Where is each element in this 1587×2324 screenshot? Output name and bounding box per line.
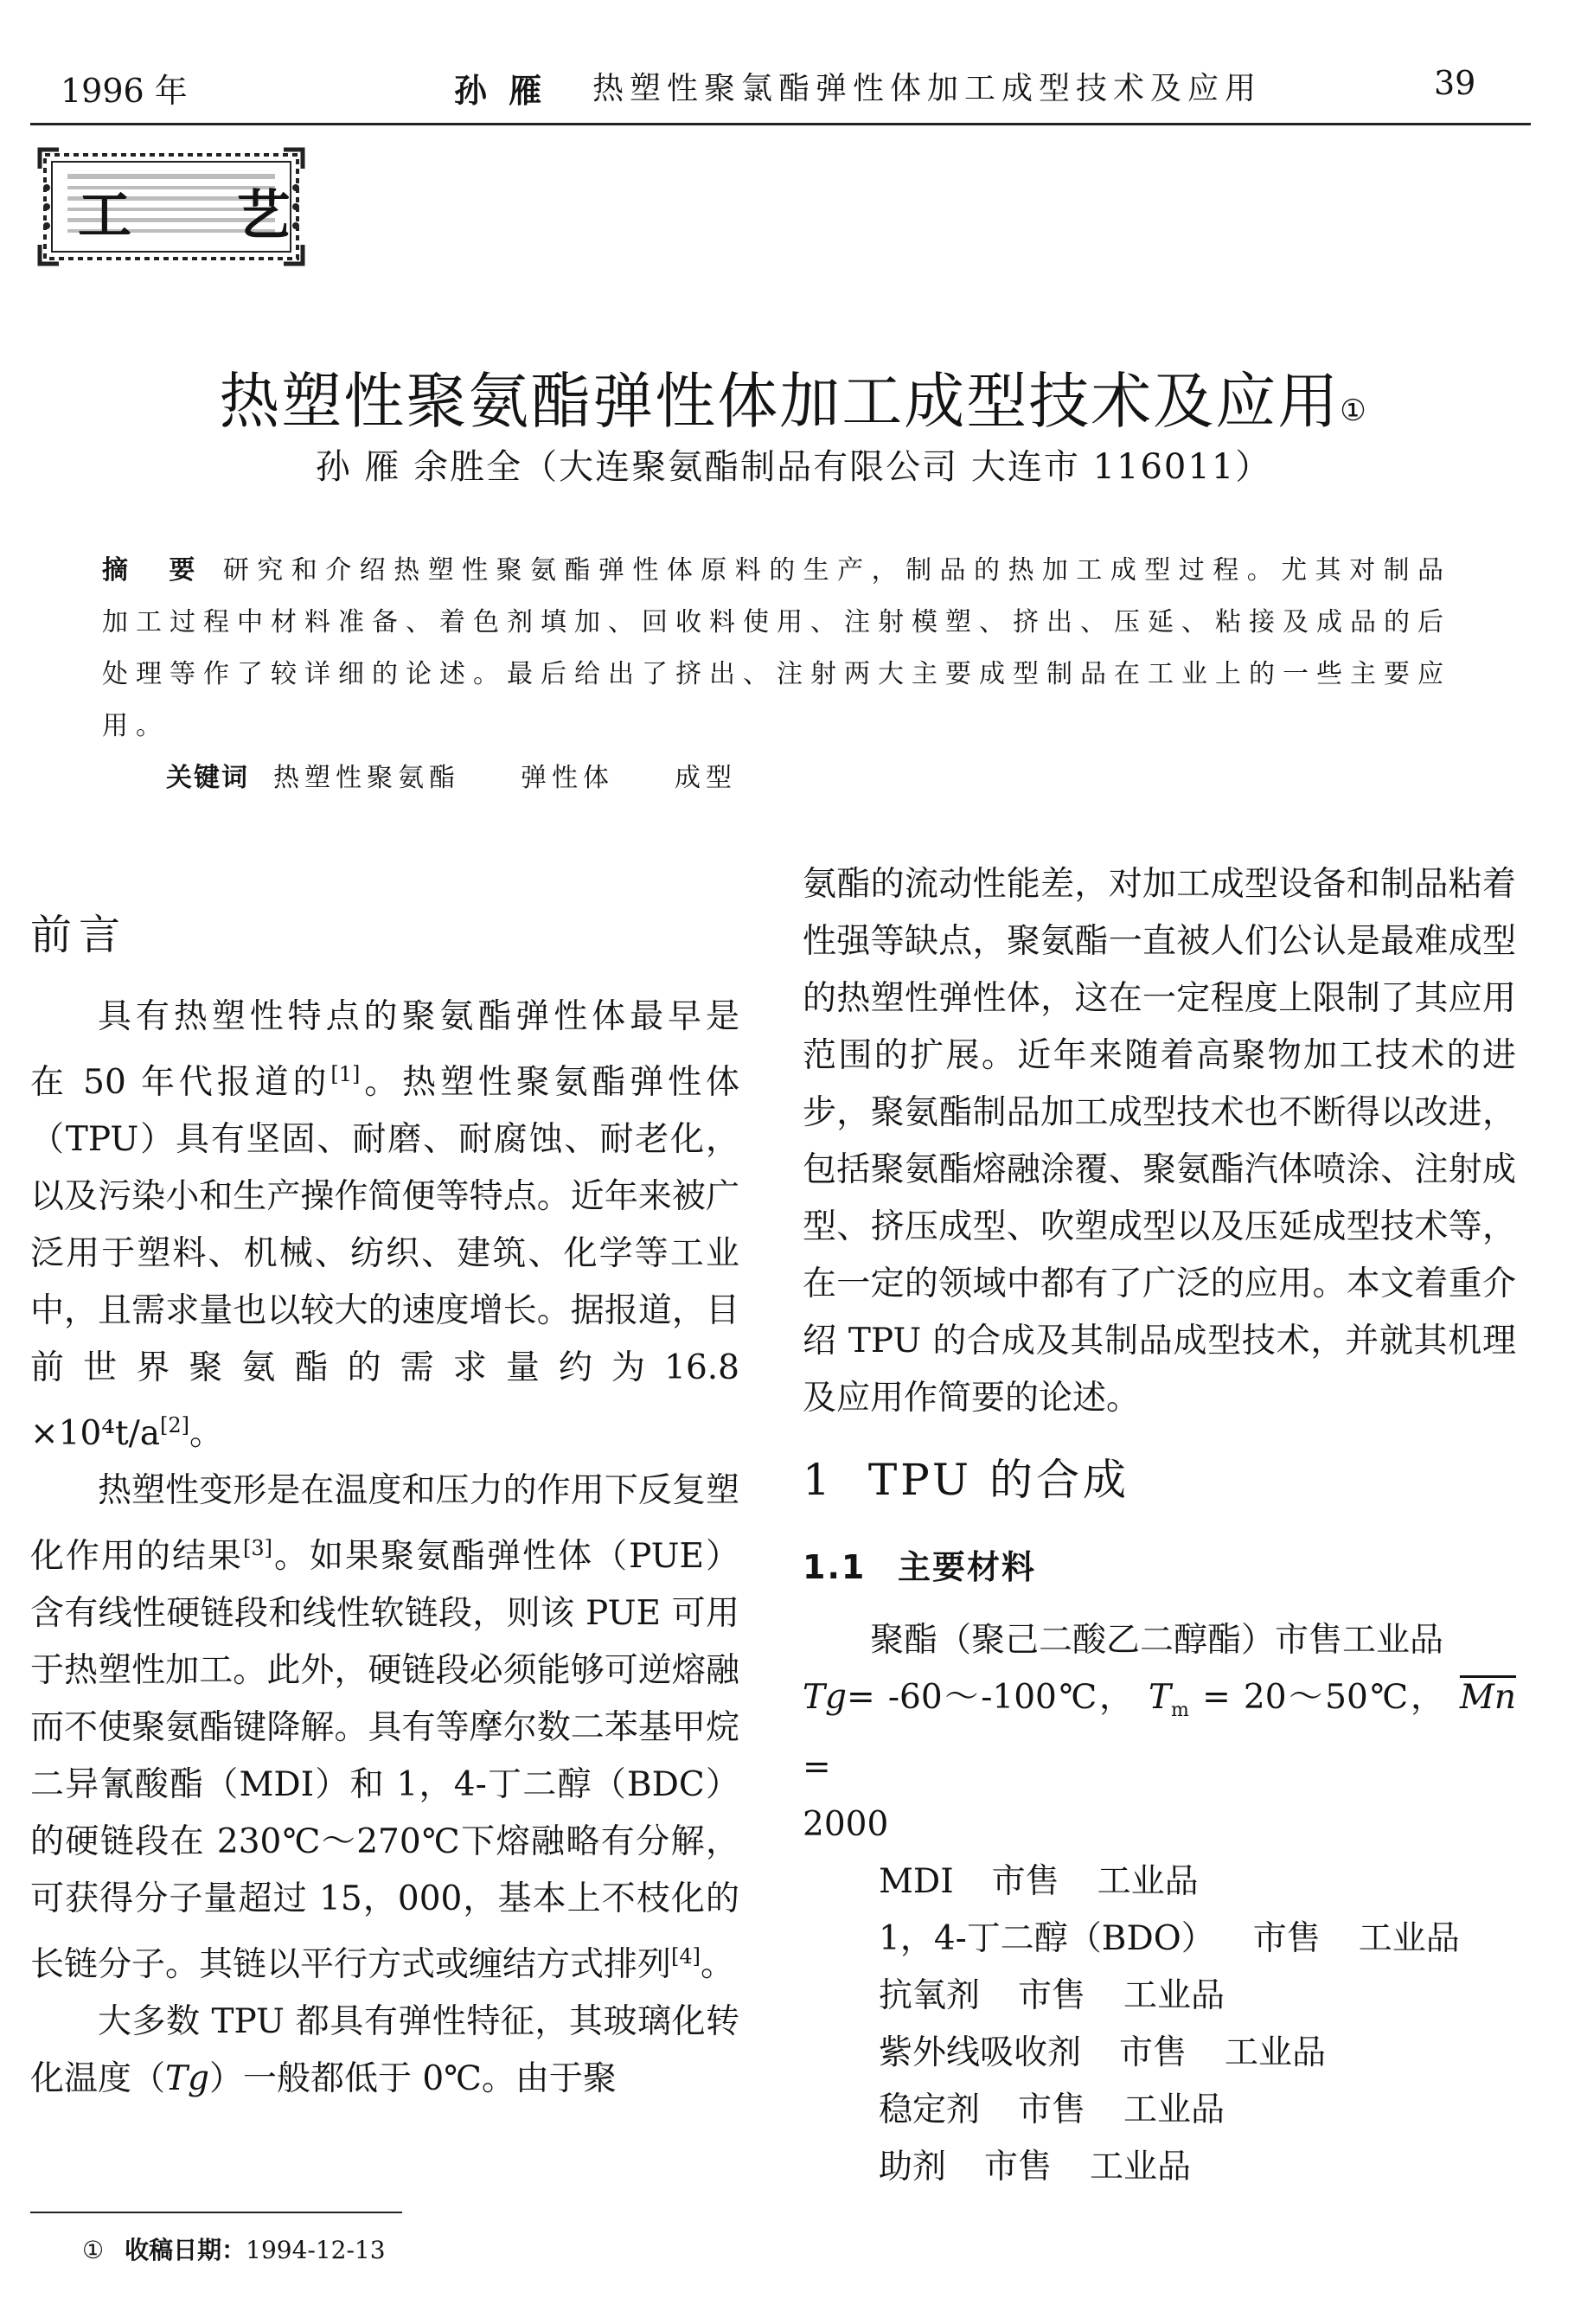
article-title-text: 热塑性聚氨酯弹性体加工成型技术及应用	[219, 366, 1341, 437]
text-run: ）一般都低于 0℃。由于聚	[209, 2059, 617, 2098]
keyword: 成型	[675, 763, 737, 793]
abstract-text: 研究和介绍热塑性聚氨酯弹性体原料的生产，制品的热加工成型过程。尤其对制品加工过程中材料准备、着色剂填加、回收料使用、注射模塑、挤出、压延、粘接及成品的后处理等作了较详细的论述。最后给出了挤出、注射两大主要成型制品在工业上的一些主要应用。	[102, 555, 1452, 741]
text-run: =	[803, 1747, 831, 1787]
symbol-tm-sub: m	[1171, 1699, 1189, 1721]
subsection-number: 1.1	[803, 1548, 867, 1586]
preface-heading: 前言	[30, 911, 128, 959]
footnote-date: 1994-12-13	[246, 2236, 386, 2264]
symbol-mn: $\overline{Mn}$	[1459, 1678, 1516, 1717]
material-grade: 工业品	[1123, 2090, 1225, 2129]
header-page-number: 39	[1434, 64, 1476, 102]
text-run: （TPU）具有坚固、耐磨、耐腐蚀、耐老化，以及污染小和生产操作简便等特点。近年来被广泛用于塑料、机械、纺织、建筑、化学等工业中，且需求量也以较大的速度增长。据报道，目前世界聚氨酯的需求量约为16.8	[30, 1120, 739, 1387]
keyword: 弹性体	[521, 763, 614, 793]
keywords-label: 关键词	[166, 763, 249, 793]
citation: [3]	[243, 1536, 273, 1560]
section-heading	[803, 1432, 1516, 1527]
right-column	[803, 856, 1516, 2196]
text-run: 具有热塑性特点的聚氨酯弹性体最早是	[98, 997, 739, 1036]
material-source: 市售	[1252, 1918, 1321, 1958]
text-run: 大多数 TPU 都具有弹性特征，其玻璃化转化温度（	[30, 2002, 739, 2098]
text-run: 聚酯（聚己二酸乙二醇酯）市售工业品	[870, 1621, 1444, 1660]
symbol-tg: Tg	[803, 1678, 847, 1717]
section-title: TPU 的合成	[867, 1455, 1129, 1505]
citation: [1]	[330, 1062, 361, 1086]
material-source: 市售	[1018, 2090, 1086, 2129]
paragraph	[30, 1046, 739, 1111]
keyword: 热塑性聚氨酯	[273, 763, 460, 793]
material-item	[803, 1911, 1516, 1968]
material-grade: 工业品	[1358, 1918, 1460, 1958]
text-run: 。	[189, 1414, 224, 1453]
left-column	[30, 989, 739, 2108]
material-name: 稳定剂	[879, 2090, 981, 2129]
subsection-title: 主要材料	[898, 1548, 1037, 1586]
material-grade: 工业品	[1090, 2147, 1192, 2186]
citation: [4]	[671, 1944, 701, 1969]
text-run: ×10⁴t/a	[30, 1414, 161, 1453]
text-run: = -60～-100℃，	[846, 1678, 1136, 1717]
material-item	[803, 1853, 1516, 1911]
material-name: 助剂	[879, 2147, 947, 2186]
paragraph	[30, 1994, 739, 2108]
subsection-heading	[803, 1533, 1516, 1602]
paragraph: 2000	[803, 1804, 889, 1844]
material-grade: 工业品	[1097, 1861, 1199, 1901]
header-author: 孙 雁	[454, 72, 547, 110]
material-name: 抗氧剂	[879, 1975, 981, 2015]
section-badge	[33, 143, 334, 271]
material-grade: 工业品	[1225, 2033, 1327, 2072]
article-title	[0, 353, 1587, 440]
abstract	[102, 545, 1451, 752]
material-name: 1，4-丁二醇（BDO）	[879, 1918, 1215, 1958]
paragraph: 氨酯的流动性能差，对加工成型设备和制品粘着性强等缺点，聚氨酯一直被人们公认是最难成型的热塑性弹性体，这在一定程度上限制了其应用范围的扩展。近年来随着高聚物加工技术的进步，聚氨酯制品加工成型技术也不断得以改进，包括聚氨酯熔融涂覆、聚氨酯汽体喷涂、注射成型、挤压成型、吹塑成型以及压延成型技术等，在一定的领域中都有了广泛的应用。本文着重介绍 TPU 的合成及其制品成型技术，并就其机理及应用作简要的论述。	[803, 865, 1516, 1418]
material-item	[803, 2025, 1516, 2082]
material-source: 市售	[1119, 2033, 1187, 2072]
text-run: 。如果聚氨酯弹性体（PUE）含有线性硬链段和线性软链段，则该 PUE 可用于热塑性加工。此外，硬链段必须能够可逆熔融而不使聚氨酯键降解。具有等摩尔数二苯基甲烷二异氰酸酯（MDI）和 1，4-丁二醇（BDC）的硬链段在 230℃～270℃下熔融略有分解，可获得分子量超过 15，000，基本上不枝化的长链分子。其链以平行方式或缠结方式排列	[30, 1537, 739, 1984]
footnote	[82, 2231, 386, 2266]
text-run: 在 50 年代报道的	[30, 1063, 331, 1102]
material-item	[803, 1968, 1516, 2025]
section-badge-label: 工 艺	[78, 183, 334, 246]
paragraph	[803, 1669, 1516, 1796]
symbol-tm: T	[1149, 1678, 1172, 1717]
header-rule	[30, 123, 1531, 125]
material-item	[803, 2139, 1516, 2196]
material-name: MDI	[879, 1861, 954, 1901]
material-source: 市售	[991, 1861, 1059, 1901]
text-run: 热塑性变形是在温度和压力的作用下反复塑化作用的结果	[30, 1471, 739, 1576]
citation: [2]	[160, 1413, 190, 1437]
footnote-rule	[30, 2212, 402, 2213]
paragraph	[30, 989, 739, 1046]
paragraph	[30, 1397, 739, 1463]
title-footnote-mark: ①	[1340, 394, 1368, 428]
article-authors: 孙 雁 余胜全（大连聚氨酯制品有限公司 大连市 116011）	[315, 447, 1272, 487]
text-run: 。	[701, 1945, 735, 1984]
section-number: 1	[803, 1455, 834, 1505]
text-run: 。热塑性聚氨酯弹性体	[360, 1063, 739, 1102]
footnote-label: 收稿日期：	[125, 2236, 246, 2264]
paragraph	[803, 1612, 1516, 1669]
paragraph	[30, 1111, 739, 1397]
keywords	[166, 756, 797, 794]
abstract-label: 摘 要	[102, 555, 211, 586]
material-item	[803, 2082, 1516, 2139]
material-name: 紫外线吸收剂	[879, 2033, 1082, 2072]
symbol-tg: Tg	[165, 2059, 209, 2098]
material-source: 市售	[984, 2147, 1053, 2186]
material-grade: 工业品	[1123, 1975, 1225, 2015]
material-source: 市售	[1018, 1975, 1086, 2015]
header-year: 1996 年	[61, 72, 188, 110]
header-running-title: 热塑性聚氯酯弹性体加工成型技术及应用	[592, 71, 1263, 106]
text-run: = 20～50℃，	[1202, 1678, 1447, 1717]
paragraph	[30, 1463, 739, 1994]
footnote-mark: ①	[82, 2236, 105, 2264]
